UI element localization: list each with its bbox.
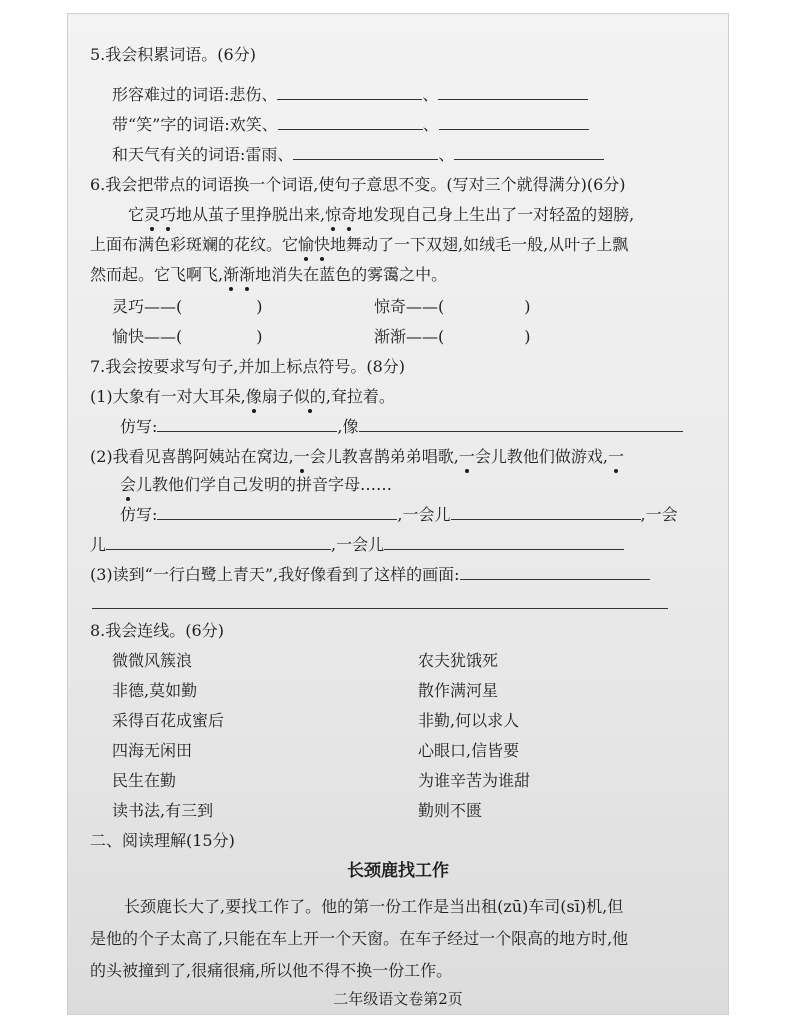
q8-heading: 8.我会连线。(6分) [90,621,224,640]
answer-blank[interactable] [157,416,337,432]
q8-left-item[interactable]: 非德,莫如勤 [112,681,198,700]
story-title: 长颈鹿找工作 [347,861,449,881]
answer-blank[interactable] [439,114,589,130]
q7-imitate-1: 仿写: ,像 [120,416,683,438]
q5-row-sad: 形容难过的词语:悲伤、 、 [112,84,588,106]
q8-right-item[interactable]: 勤则不匮 [418,801,483,820]
q8-right-item[interactable]: 非勤,何以求人 [418,711,520,730]
q7-sentence-2: (2)我看见喜鹊阿姨站在窝边,一会儿教喜鹊弟弟唱歌,一会儿教他们做游戏,一 [90,447,624,466]
q8-right-item[interactable]: 散作满河星 [418,681,499,700]
q7-sentence-3: (3)读到“一行白鹭上青天”,我好像看到了这样的画面: [90,564,650,586]
exam-page [68,14,728,1014]
q6-item-1[interactable]: 灵巧——( ) [112,297,263,316]
section-2-heading: 二、阅读理解(15分) [90,831,235,850]
q8-left-item[interactable]: 读书法,有三到 [112,801,214,820]
q5-row-laugh-label: 带“笑”字的词语:欢笑、 [112,115,278,134]
q6-passage-line-2: 上面布满色彩斑斓的花纹。它愉快地舞动了一下双翅,如绒毛一般,从叶子上飘 [90,235,629,254]
q5-row-sad-label: 形容难过的词语:悲伤、 [112,85,278,104]
q5-row-weather: 和天气有关的词语:雷雨、 、 [112,144,604,166]
q6-heading: 6.我会把带点的词语换一个词语,使句子意思不变。(写对三个就得满分)(6分) [90,175,626,194]
q8-right-item[interactable]: 为谁辛苦为谁甜 [418,771,531,790]
story-line-1: 长颈鹿长大了,要找工作了。他的第一份工作是当出租(zū)车司(sī)机,但 [124,897,624,916]
answer-blank[interactable] [438,84,588,100]
q5-row-laugh: 带“笑”字的词语:欢笑、 、 [112,114,589,136]
answer-blank[interactable] [384,534,624,550]
page-footer: 二年级语文卷第2页 [333,990,463,1008]
q7-sentence-2-cont: 会儿教他们学自己发明的拼音字母…… [120,475,393,494]
q8-right-item[interactable]: 心眼口,信皆要 [418,741,520,760]
answer-blank[interactable] [454,144,604,160]
q8-left-item[interactable]: 民生在勤 [112,771,177,790]
q7-imitate-2-cont: 儿 ,一会儿 [90,534,624,556]
q6-item-4[interactable]: 渐渐——( ) [374,327,531,346]
q6-passage-line-1: 它灵巧地从茧子里挣脱出来,惊奇地发现自己身上生出了一对轻盈的翅膀, [128,205,635,224]
answer-blank[interactable] [293,144,438,160]
answer-blank[interactable] [451,504,641,520]
q5-heading: 5.我会积累词语。(6分) [90,45,256,64]
q8-left-item[interactable]: 四海无闲田 [112,741,193,760]
story-line-3: 的头被撞到了,很痛很痛,所以他不得不换一份工作。 [90,961,453,980]
q8-left-item[interactable]: 采得百花成蜜后 [112,711,225,730]
answer-blank[interactable] [106,534,331,550]
answer-blank[interactable] [278,114,423,130]
q8-right-item[interactable]: 农夫犹饿死 [418,651,499,670]
answer-blank[interactable] [359,416,683,432]
answer-line[interactable] [92,608,668,609]
q7-sentence-1: (1)大象有一对大耳朵,像扇子似的,耷拉着。 [90,387,395,406]
q7-imitate-2: 仿写: ,一会儿 ,一会 [120,505,678,524]
q6-passage-line-3: 然而起。它飞啊飞,渐渐地消失在蓝色的雾霭之中。 [90,265,448,284]
answer-blank[interactable] [277,84,422,100]
answer-blank[interactable] [157,504,397,520]
q6-item-2[interactable]: 惊奇——( ) [374,297,531,316]
answer-blank[interactable] [460,564,650,580]
q6-item-3[interactable]: 愉快——( ) [112,327,263,346]
story-line-2: 是他的个子太高了,只能在车上开一个天窗。在车子经过一个限高的地方时,他 [90,929,629,948]
q5-row-weather-label: 和天气有关的词语:雷雨、 [112,145,294,164]
q8-left-item[interactable]: 微微风簇浪 [112,651,193,670]
q7-heading: 7.我会按要求写句子,并加上标点符号。(8分) [90,357,406,376]
